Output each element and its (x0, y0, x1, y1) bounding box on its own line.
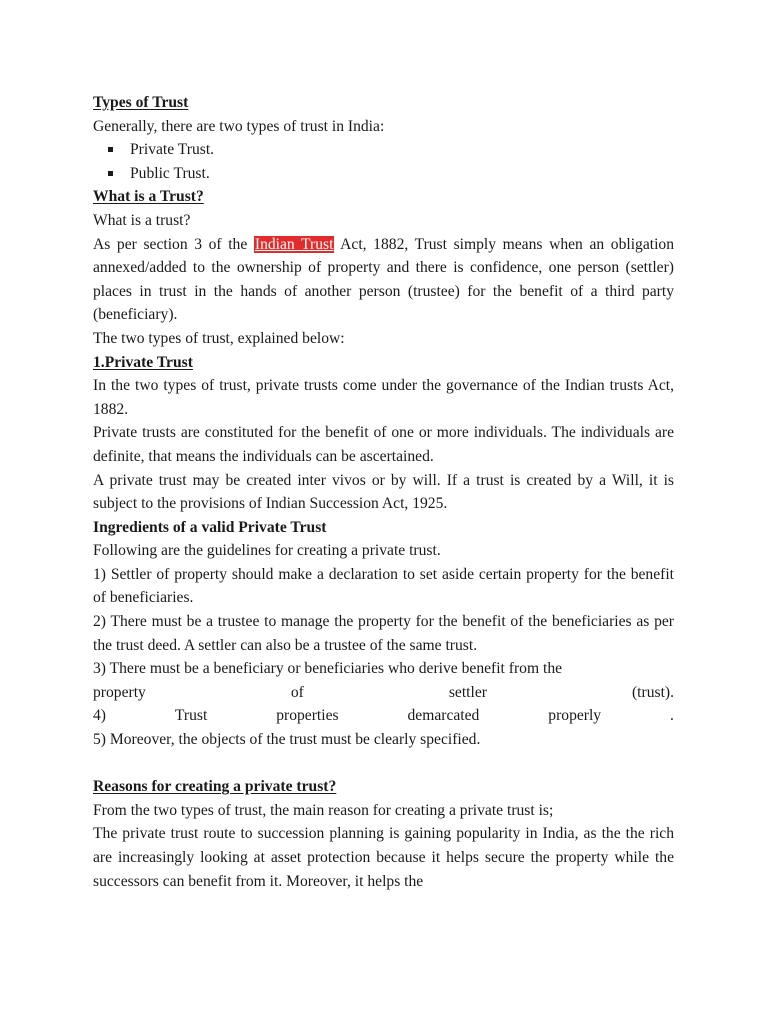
ingredient-item-3-line1: 3) There must be a beneficiary or beneficiaries who derive benefit from the (93, 660, 563, 678)
bullet-icon (108, 147, 113, 152)
intro-text: Generally, there are two types of trust in India: (93, 117, 385, 135)
reasons-paragraph-1: The private trust route to succession planning is gaining popularity in India, as the the rich are increasingly looking at asset protection because it helps secure the property while the successors can benefit from it. Moreover, it helps the (93, 825, 674, 890)
private-paragraph-2: Private trusts are constituted for the benefit of one or more individuals. The individuals are definite, that means the individuals can be ascertained. (93, 424, 674, 465)
ingredients-heading: Ingredients of a valid Private Trust (93, 518, 327, 536)
ingredient-item-5: 5) Moreover, the objects of the trust must be clearly specified. (93, 731, 481, 749)
what-question: What is a trust? (93, 211, 191, 229)
list-item: Private Trust. (93, 138, 674, 162)
private-trust-heading: 1.Private Trust (93, 353, 193, 371)
ingredient-item-1: 1) Settler of property should make a declaration to set aside certain property for the benefit of beneficiaries. (93, 565, 674, 607)
document-page (93, 91, 674, 893)
reasons-heading: Reasons for creating a private trust? (93, 778, 337, 796)
definition-paragraph: As per section 3 of the Indian Trust Act, 1882, Trust simply means when an obligation annexed/added to the ownership of property and there is confidence, one person (settler) places in trust in the hands of another person (trustee) for the benefit of a third party (beneficiary). (93, 235, 675, 324)
ingredients-intro: Following are the guidelines for creating a private trust. (93, 542, 441, 560)
ingredient-item-4: 4) Trust properties demarcated properly . (93, 707, 674, 725)
reasons-intro: From the two types of trust, the main reason for creating a private trust is; (93, 801, 554, 819)
ingredient-item-2: 2) There must be a trustee to manage the property for the benefit of the beneficiaries as per the trust deed. A settler can also be a trustee of the same trust. (93, 613, 674, 654)
blank-line (93, 752, 674, 776)
what-heading: What is a Trust? (93, 188, 204, 206)
types-heading: Types of Trust (93, 94, 189, 111)
bullet-icon (108, 171, 113, 176)
two-types-text: The two types of trust, explained below: (93, 329, 345, 347)
types-list (93, 138, 674, 185)
indian-trust-link[interactable]: Indian Trust (254, 235, 334, 253)
list-item: Public Trust. (93, 162, 674, 186)
ingredient-item-3-line2: property of settler (trust). (93, 683, 674, 701)
private-paragraph-1: In the two types of trust, private trusts come under the governance of the Indian trusts Act, 1882. (93, 377, 674, 418)
private-paragraph-3: A private trust may be created inter vivos or by will. If a trust is created by a Will, it is subject to the provisions of Indian Succession Act, 1925. (93, 471, 674, 513)
